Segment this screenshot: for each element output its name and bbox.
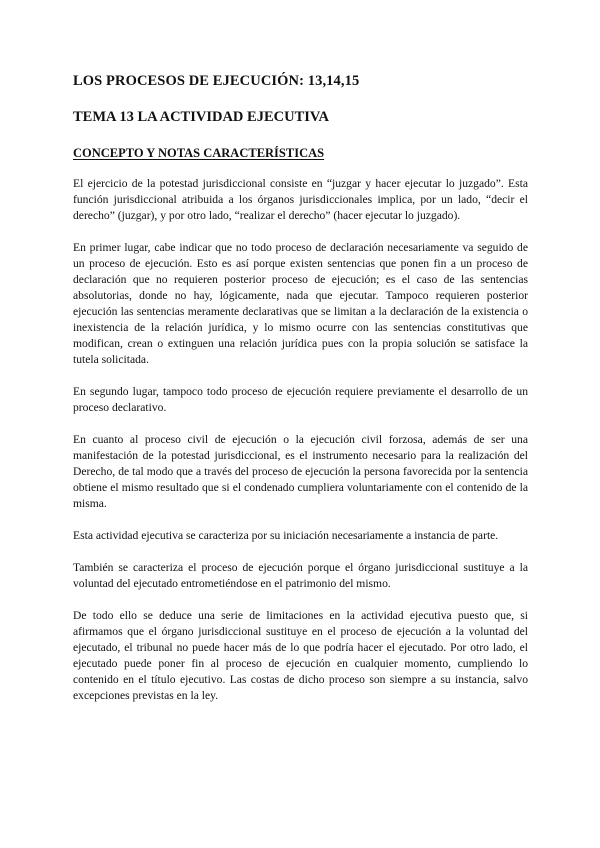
document-body (73, 176, 528, 720)
paragraph-3: En segundo lugar, tampoco todo proceso de ejecución requiere previamente el desarrollo de un proceso declarativo. (73, 385, 528, 414)
paragraph-6: También se caracteriza el proceso de ejecución porque el órgano jurisdiccional sustituye a la voluntad del ejecutado entrometiéndose en el patrimonio del mismo. (73, 561, 528, 590)
paragraph-5: Esta actividad ejecutiva se caracteriza por su iniciación necesariamente a instancia de parte. (73, 529, 499, 542)
paragraph-1: El ejercicio de la potestad jurisdiccional consiste en “juzgar y hacer ejecutar lo juzgado”. Esta función jurisdiccional atribuida a los órganos jurisdiccionales implica, por un lado, “decir el derecho” (juzgar), y por otro lado, “realizar el derecho” (hacer ejecutar lo juzgado). (73, 177, 528, 222)
document-title: LOS PROCESOS DE EJECUCIÓN: 13,14,15 (73, 73, 360, 89)
tema-heading: TEMA 13 LA ACTIVIDAD EJECUTIVA (73, 109, 329, 125)
paragraph-4: En cuanto al proceso civil de ejecución o la ejecución civil forzosa, además de ser una manifestación de la potestad jurisdiccional, es el instrumento necesario para la realización del Derecho, de tal modo que a través del proceso de ejecución la persona favorecida por la sentencia obtiene el mismo resultado que si el condenado cumpliera voluntariamente con el contenido de la misma. (73, 433, 528, 510)
paragraph-2: En primer lugar, cabe indicar que no todo proceso de declaración necesariamente va seguido de un proceso de ejecución. Esto es así porque existen sentencias que ponen fin a un proceso de declaración que no requieren posterior proceso de ejecución; es el caso de las sentencias absolutorias, donde no hay, lógicamente, nada que ejecutar. Tampoco requieren posterior ejecución las sentencias meramente declarativas que se limitan a la declaración de la existencia o inexistencia de la relación jurídica, y lo mismo ocurre con las sentencias constitutivas que modifican, crean o extinguen una relación jurídica pues con la propia solución se satisface la tutela solicitada. (73, 241, 528, 366)
paragraph-7: De todo ello se deduce una serie de limitaciones en la actividad ejecutiva puesto que, si afirmamos que el órgano jurisdiccional sustituye en el proceso de ejecución a la voluntad del ejecutado, el tribunal no puede hacer más de lo que podría hacer el ejecutado. Por otro lado, el ejecutado puede poner fin al proceso de ejecución en cualquier momento, cumpliendo lo contenido en el título ejecutivo. Las costas de dicho proceso son siempre a su instancia, salvo excepciones previstas en la ley. (73, 609, 528, 702)
section-heading: CONCEPTO Y NOTAS CARACTERÍSTICAS (73, 146, 325, 160)
